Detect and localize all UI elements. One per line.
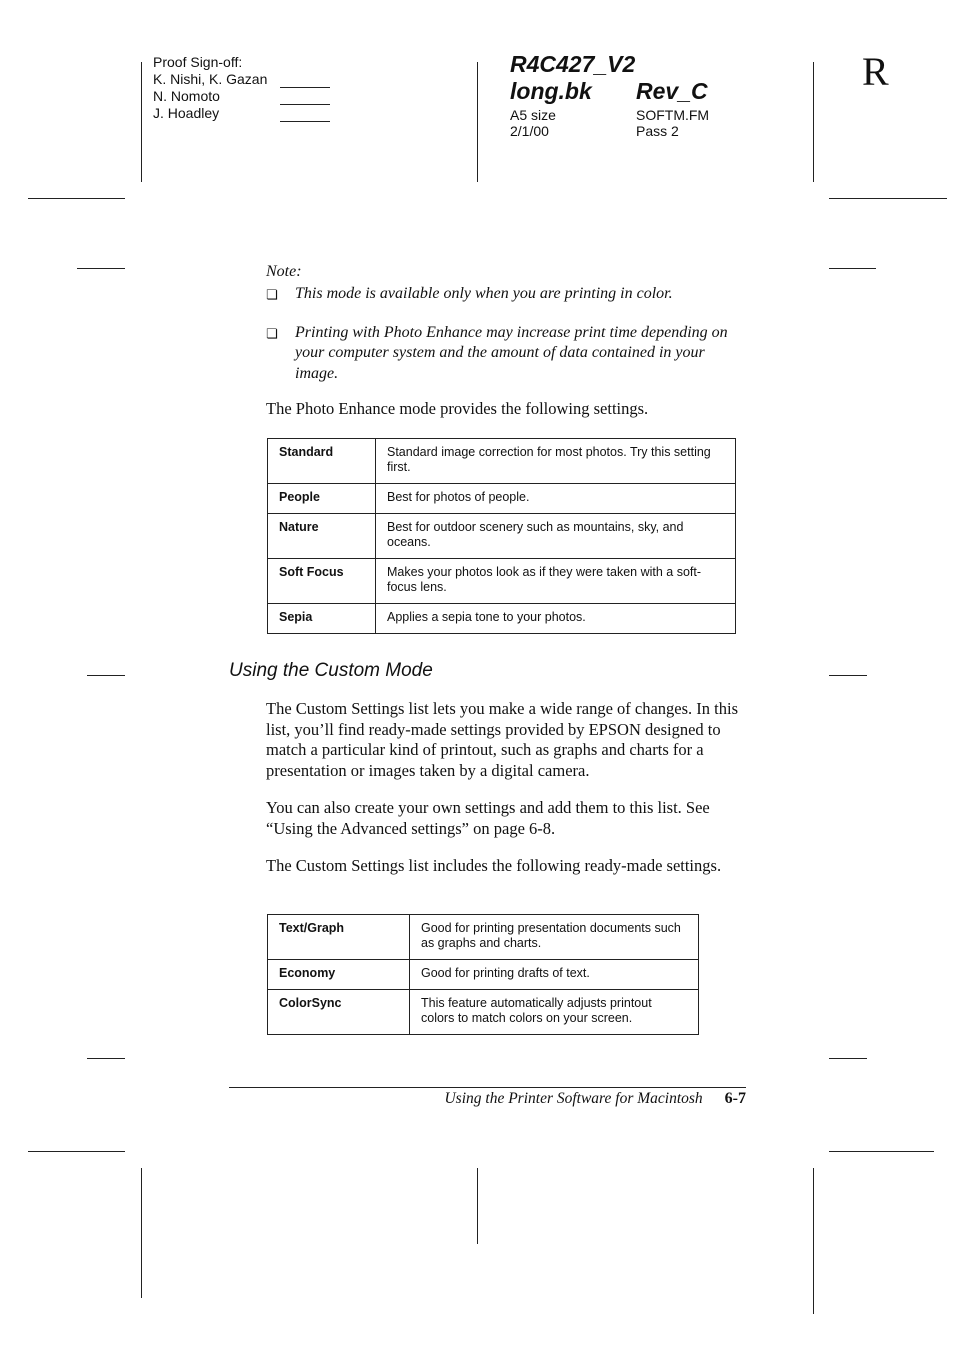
- header-title: R4C427_V2: [510, 51, 636, 77]
- signature-line: [280, 110, 330, 122]
- crop-mark: [87, 675, 125, 676]
- doc-header: [510, 51, 800, 139]
- setting-name: Soft Focus: [268, 559, 376, 604]
- note-item-text: Printing with Photo Enhance may increase print time depending on your computer system and the amount of data contained in your image.: [295, 323, 728, 382]
- footer-title: Using the Printer Software for Macintosh: [444, 1090, 703, 1107]
- setting-description: Good for printing drafts of text.: [410, 960, 699, 990]
- setting-name: Sepia: [268, 604, 376, 634]
- proof-signoff: [153, 54, 330, 122]
- header-book: long.bk: [510, 78, 592, 104]
- setting-name: People: [268, 484, 376, 514]
- corner-letter: R: [862, 49, 889, 94]
- crop-mark: [477, 1168, 478, 1244]
- proof-row: [153, 88, 330, 105]
- header-meta-row: [510, 123, 800, 139]
- crop-mark: [87, 1058, 125, 1059]
- crop-mark: [141, 62, 142, 182]
- signature-line: [280, 76, 330, 88]
- intro-paragraph: The Photo Enhance mode provides the following settings.: [266, 399, 649, 418]
- note-item-text: This mode is available only when you are printing in color.: [295, 285, 673, 302]
- custom-settings-table: [267, 914, 699, 1035]
- proof-title: Proof Sign-off:: [153, 54, 243, 70]
- page-footer: [444, 1090, 746, 1108]
- setting-description: Best for photos of people.: [376, 484, 736, 514]
- checkbox-bullet-icon: ❏: [266, 326, 278, 342]
- note-label: Note:: [266, 263, 302, 280]
- crop-mark: [829, 1151, 934, 1152]
- paragraph: The Custom Settings list includes the following ready-made settings.: [266, 856, 722, 875]
- header-file: SOFTM.FM: [636, 107, 710, 123]
- note-item: [266, 284, 746, 307]
- setting-description: Applies a sepia tone to your photos.: [376, 604, 736, 634]
- crop-mark: [829, 268, 876, 269]
- setting-name: Nature: [268, 514, 376, 559]
- table-row: [268, 960, 699, 990]
- photo-enhance-table: [267, 438, 736, 634]
- header-date: 2/1/00: [510, 123, 549, 139]
- table-row: [268, 604, 736, 634]
- footer-rule: [229, 1087, 746, 1088]
- crop-mark: [477, 62, 478, 182]
- section-body: [266, 699, 750, 877]
- signature-line: [280, 93, 330, 105]
- crop-mark: [813, 1168, 814, 1314]
- crop-mark: [141, 1168, 142, 1298]
- crop-mark: [77, 268, 125, 269]
- proof-name: N. Nomoto: [153, 88, 220, 104]
- note-item: [266, 323, 746, 385]
- paragraph: The Custom Settings list lets you make a wide range of changes. In this list, you’ll find ready-made settings provided by EPSON designed to match a particular kind of printout, such as graphs and charts for a presentation or images taken by a digital camera.: [266, 699, 738, 780]
- header-revision: Rev_C: [636, 78, 708, 104]
- crop-mark: [813, 62, 814, 182]
- table-row: [268, 484, 736, 514]
- crop-mark: [28, 198, 125, 199]
- proof-name: K. Nishi, K. Gazan: [153, 71, 268, 87]
- table-row: [268, 915, 699, 960]
- checkbox-bullet-icon: ❏: [266, 288, 278, 303]
- crop-mark: [829, 675, 867, 676]
- crop-mark: [829, 198, 947, 199]
- header-size: A5 size: [510, 107, 556, 123]
- proof-name: J. Hoadley: [153, 105, 220, 121]
- crop-mark: [28, 1151, 125, 1152]
- table-row: [268, 514, 736, 559]
- page-number: 6-7: [724, 1090, 746, 1107]
- table-row: [268, 990, 699, 1035]
- setting-name: ColorSync: [268, 990, 410, 1035]
- paragraph: You can also create your own settings and add them to this list. See “Using the Advanced settings” on page 6-8.: [266, 798, 710, 838]
- setting-description: This feature automatically adjusts printout colors to match colors on your screen.: [410, 990, 699, 1035]
- crop-mark: [829, 1058, 867, 1059]
- setting-name: Text/Graph: [268, 915, 410, 960]
- setting-description: Makes your photos look as if they were taken with a soft-focus lens.: [376, 559, 736, 604]
- table-row: [268, 559, 736, 604]
- section-heading: Using the Custom Mode: [229, 660, 433, 681]
- header-meta-row: [510, 107, 800, 123]
- setting-name: Economy: [268, 960, 410, 990]
- setting-name: Standard: [268, 439, 376, 484]
- setting-description: Best for outdoor scenery such as mountains, sky, and oceans.: [376, 514, 736, 559]
- header-pass: Pass 2: [636, 123, 679, 139]
- proof-row: [153, 71, 330, 88]
- header-title-row: [510, 78, 800, 105]
- table-row: [268, 439, 736, 484]
- setting-description: Standard image correction for most photos. Try this setting first.: [376, 439, 736, 484]
- proof-row: [153, 105, 330, 122]
- setting-description: Good for printing presentation documents such as graphs and charts.: [410, 915, 699, 960]
- note-list: [266, 284, 746, 384]
